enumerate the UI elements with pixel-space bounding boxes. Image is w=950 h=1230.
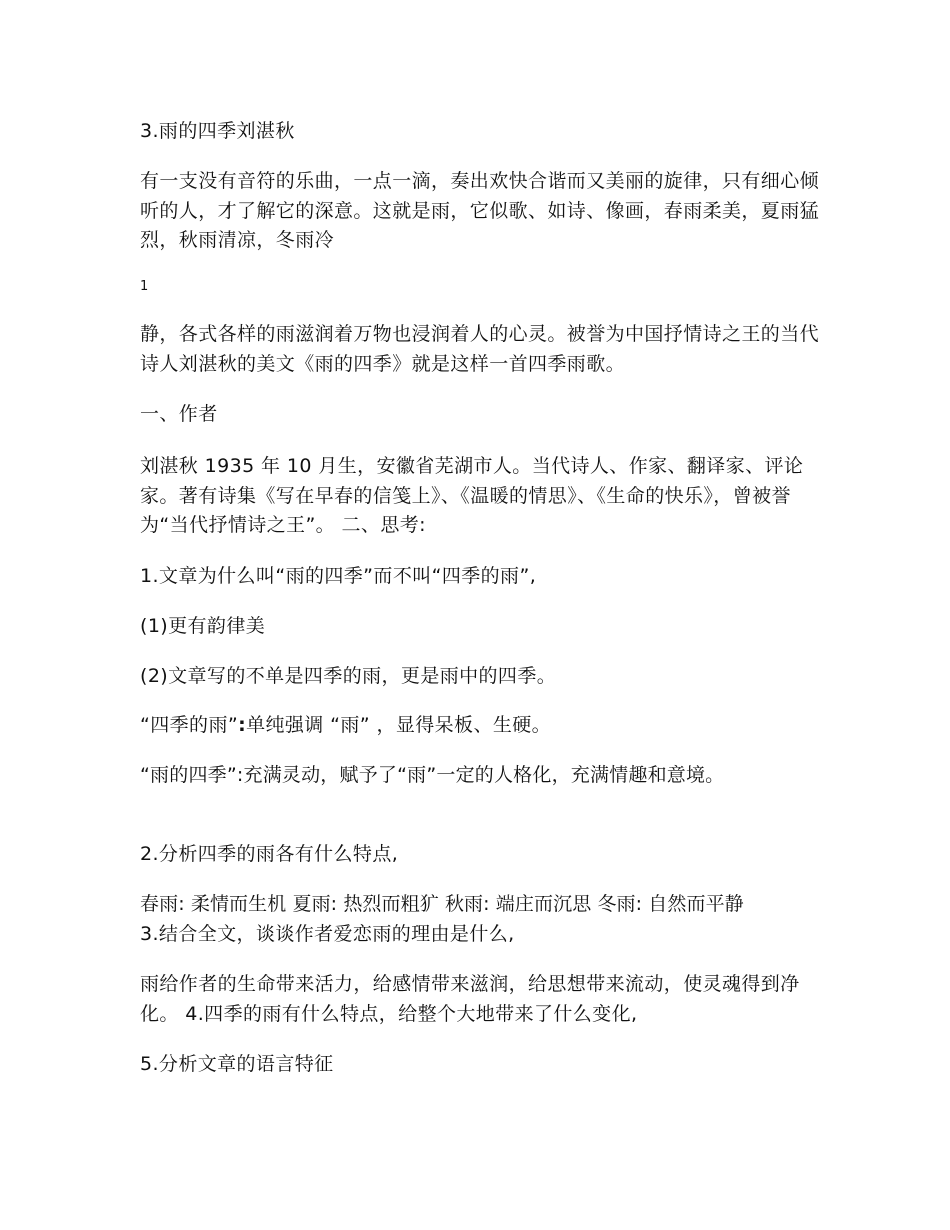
answer-1-point-4: “雨的四季”:充满灵动，赋予了“雨”一定的人格化，充满情趣和意境。 — [140, 764, 725, 786]
paragraph-author-bio: 刘湛秋 1935 年 10 月生，安徽省芜湖市人。当代诗人、作家、翻译家、评论家。著有诗集《写在早春的信笺上》、《温暖的情思》、《生命的快乐》，曾被誉为“当代抒情诗之王”。 二、思考: — [140, 455, 804, 536]
paragraph-intro: 有一支没有音符的乐曲，一点一滴，奏出欢快合谐而又美丽的旋律，只有细心倾听的人，才了解它的深意。这就是雨，它似歌、如诗、像画，春雨柔美，夏雨猛烈，秋雨清凉，冬雨冷 — [140, 170, 820, 251]
answer-1-point-1: (1)更有韵律美 — [140, 615, 266, 637]
page-number: 1 — [140, 279, 149, 294]
question-3: 3.结合全文，谈谈作者爱恋雨的理由是什么, — [140, 923, 515, 945]
answer-1-point-3-colon: : — [238, 714, 247, 736]
answer-3-and-question-4: 雨给作者的生命带来活力，给感情带来滋润，给思想带来流动，使灵魂得到净化。 4.四季的雨有什么特点，给整个大地带来了什么变化, — [140, 973, 800, 1025]
answer-1-point-3 — [140, 711, 820, 741]
section-heading-author: 一、作者 — [140, 403, 218, 425]
question-5: 5.分析文章的语言特征 — [140, 1053, 334, 1075]
question-2: 2.分析四季的雨各有什么特点, — [140, 843, 399, 865]
question-1: 1.文章为什么叫“雨的四季”而不叫“四季的雨”, — [140, 565, 537, 587]
answer-1-point-3-text: 单纯强调 “雨” ，显得呆板、生硬。 — [246, 714, 552, 736]
answer-1-point-2: (2)文章写的不单是四季的雨，更是雨中的四季。 — [140, 665, 557, 687]
paragraph-intro-continued: 静，各式各样的雨滋润着万物也浸润着人的心灵。被誉为中国抒情诗之王的当代诗人刘湛秋的美文《雨的四季》就是这样一首四季雨歌。 — [140, 323, 820, 375]
answer-1-point-3-label: “四季的雨” — [140, 714, 239, 736]
document-title: 3.雨的四季刘湛秋 — [140, 120, 295, 142]
answer-2: 春雨: 柔情而生机 夏雨: 热烈而粗犷 秋雨: 端庄而沉思 冬雨: 自然而平静 — [140, 893, 744, 915]
